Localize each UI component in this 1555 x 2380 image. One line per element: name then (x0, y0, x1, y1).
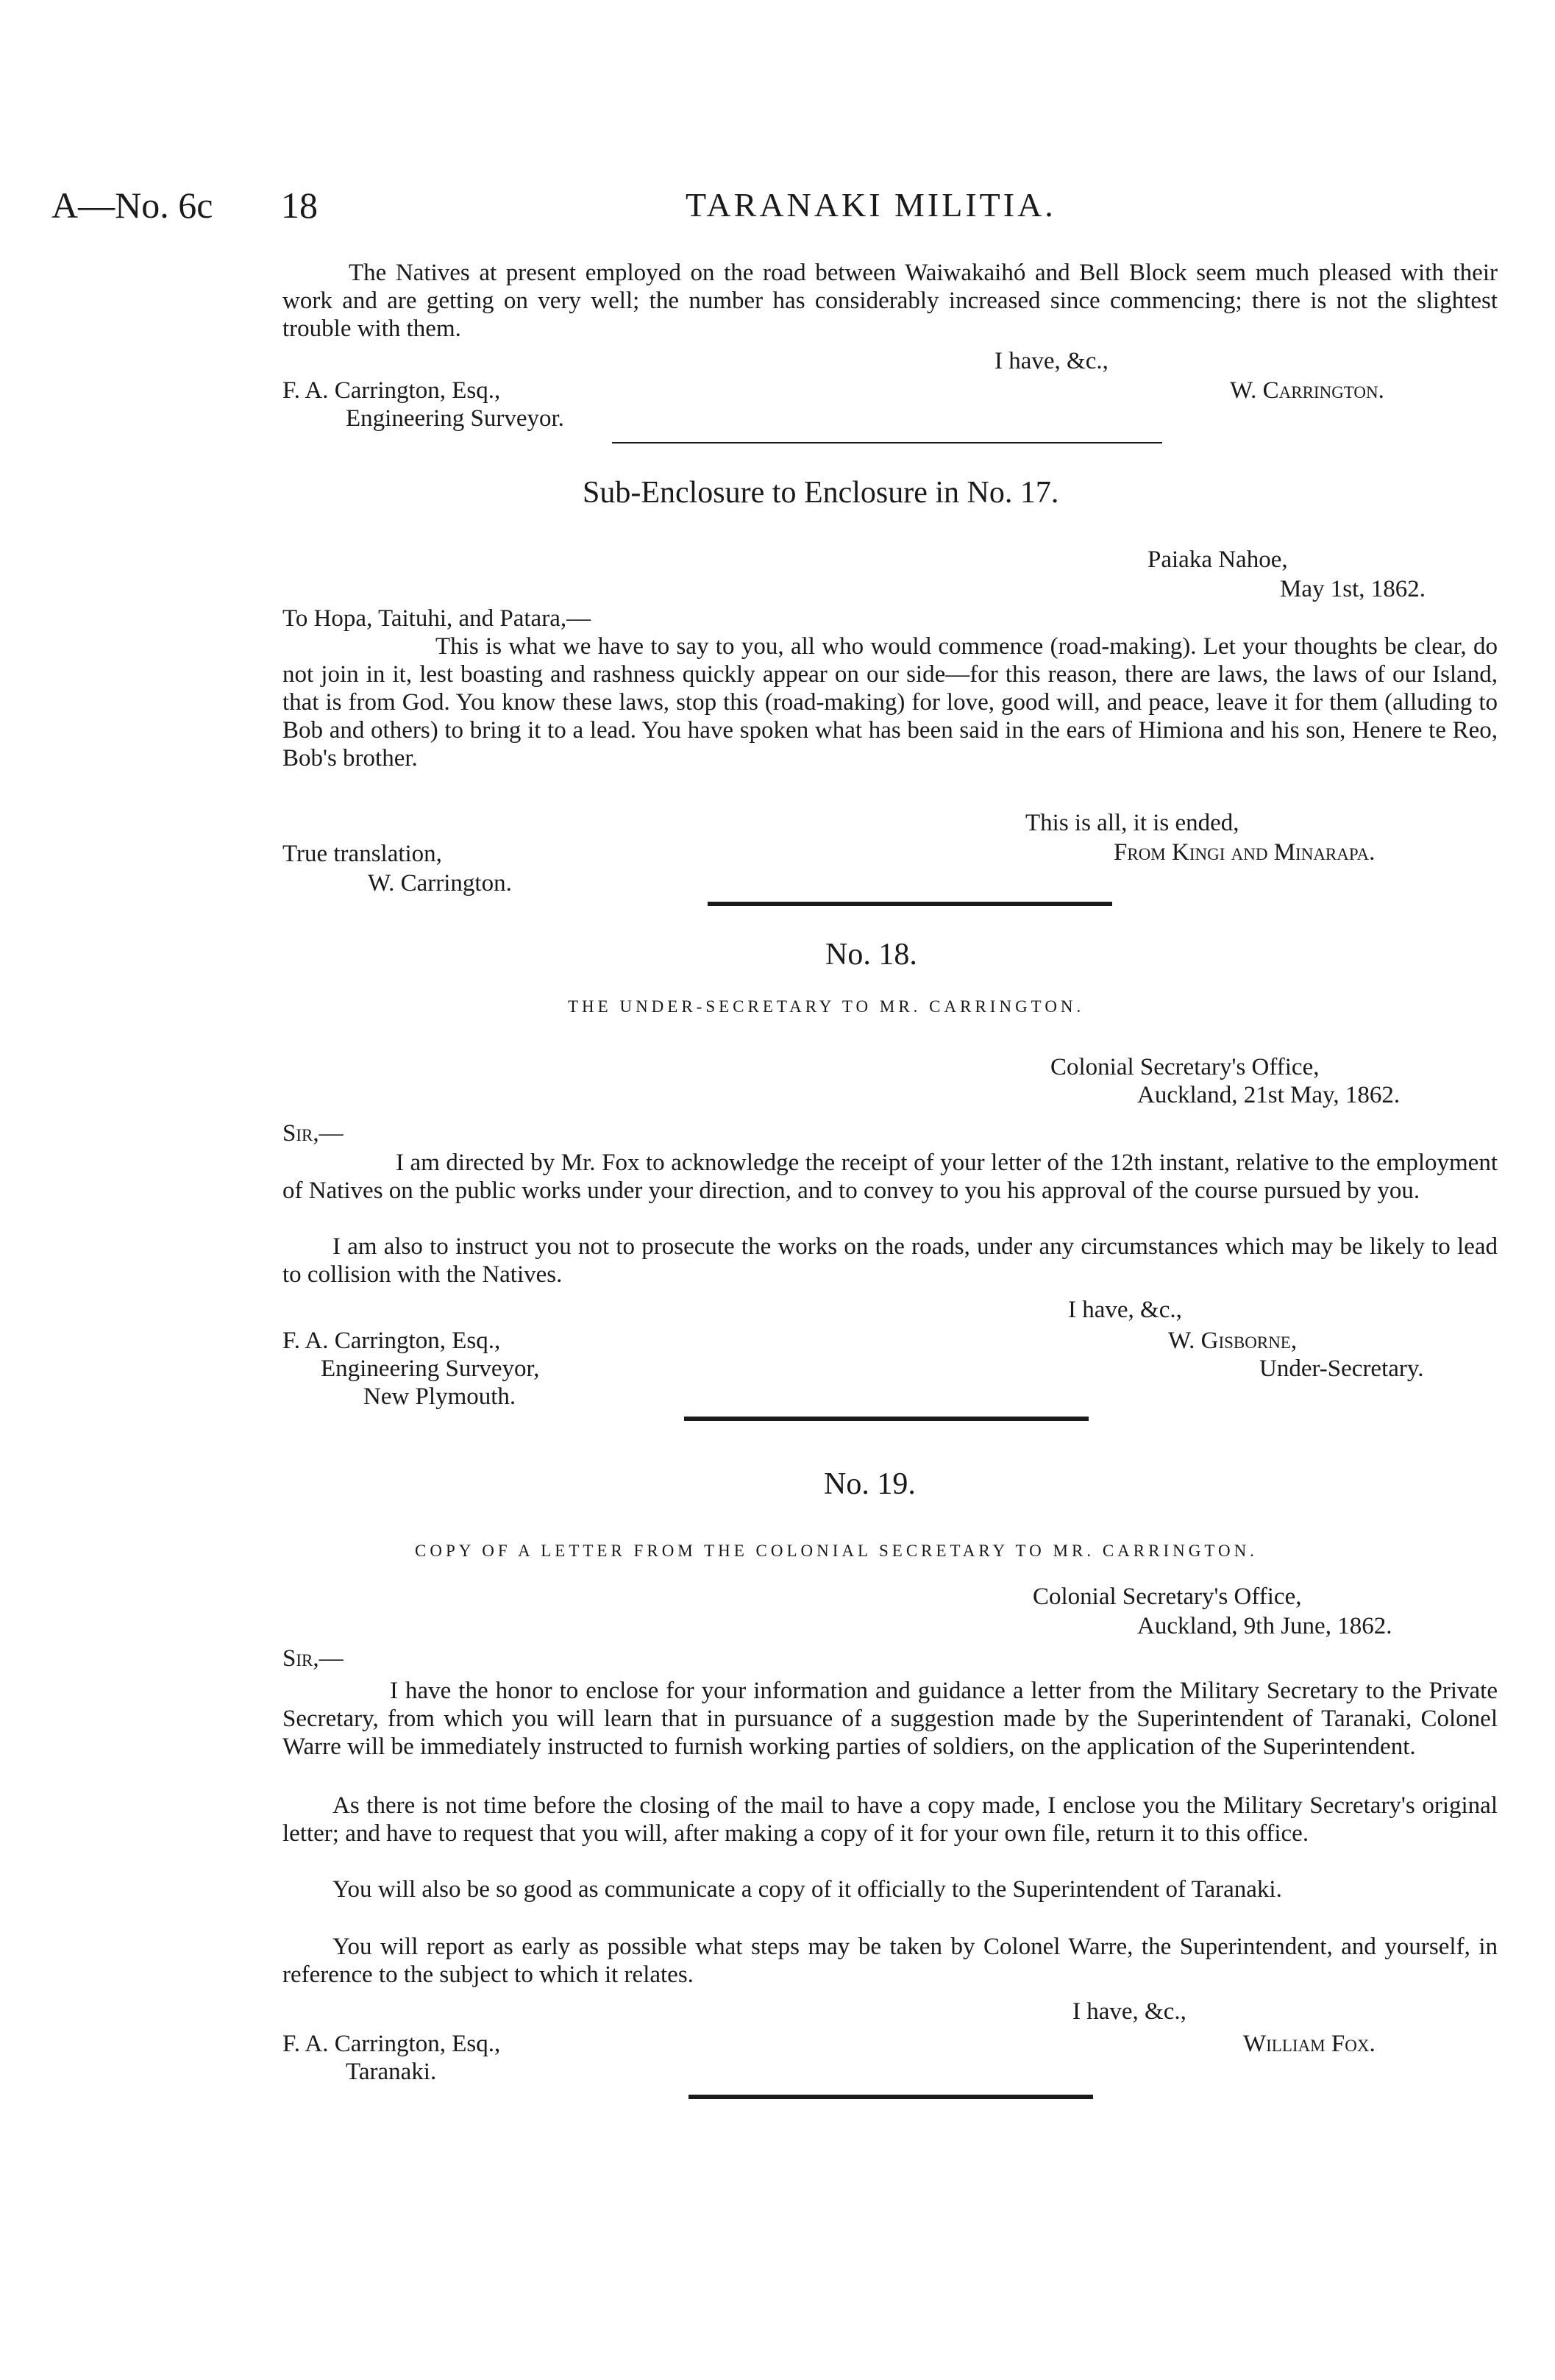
top-letter-addressee-title: Engineering Surveyor. (346, 405, 564, 432)
section-19-date: Auckland, 9th June, 1862. (1137, 1613, 1392, 1639)
sub-enclosure-place: Paiaka Nahoe, (1147, 546, 1288, 573)
top-letter-signature: W. Carrington. (1230, 377, 1384, 404)
section-18-subtitle: THE UNDER-SECRETARY TO MR. CARRINGTON. (568, 997, 1085, 1016)
section-18-date: Auckland, 21st May, 1862. (1137, 1082, 1401, 1108)
section-19-closing: I have, &c., (1072, 1998, 1186, 2025)
document-reference: A—No. 6c (51, 185, 213, 226)
section-19-addressee-place: Taranaki. (346, 2059, 437, 2085)
section-19-salutation: Sir,— (282, 1645, 344, 1672)
translation-label: True translation, (282, 841, 442, 867)
section-19-signature: William Fox. (1243, 2031, 1376, 2057)
section-18-addressee-place: New Plymouth. (363, 1383, 516, 1410)
top-letter-addressee-name: F. A. Carrington, Esq., (282, 377, 501, 404)
section-19-paragraph-1: I have the honor to enclose for your information and guidance a letter from the Military Secretary to the Private Secretary, from which you will learn that in pursuance of a suggestion made by the Superintendent of Taranaki, Colonel Warre will be immediately instructed to furnish working parties of soldiers, on the application of the Superintendent. (282, 1678, 1498, 1760)
section-18-signature: W. Gisborne, (1168, 1328, 1298, 1354)
sub-enclosure-heading: Sub-Enclosure to Enclosure in No. 17. (583, 476, 1059, 510)
section-18-salutation: Sir,— (282, 1120, 344, 1147)
section-19-addressee-name: F. A. Carrington, Esq., (282, 2031, 501, 2057)
sub-enclosure-paragraph: This is what we have to say to you, all who would commence (road-making). Let your thoughts be clear, do not join in it, lest boasting and rashness quickly appear on our side—for this reason, there are laws, the laws of our Island, that is from God. You know these laws, stop this (road-making) for love, good will, and peace, leave it for them (alluding to Bob and others) to bring it to a lead. You have spoken what has been said in the ears of Himiona and his son, Henere te Reo, Bob's brother. (282, 633, 1498, 772)
section-18-addressee-title: Engineering Surveyor, (321, 1355, 540, 1382)
translator-name: W. Carrington. (368, 870, 512, 897)
divider-rule (612, 442, 1162, 443)
section-19-paragraph-4: You will report as early as possible what steps may be taken by Colonel Warre, the Superintendent, and yourself, in reference to the subject to which it relates. (282, 1934, 1498, 1988)
section-18-paragraph-1: I am directed by Mr. Fox to acknowledge the receipt of your letter of the 12th instant, relative to the employment of Natives on the public works under your direction, and to convey to you his approval of the course pursued by you. (282, 1150, 1498, 1204)
section-number-19: No. 19. (824, 1467, 916, 1501)
section-18-closing: I have, &c., (1068, 1297, 1182, 1323)
sub-enclosure-from: From Kingi and Minarapa. (1114, 839, 1376, 866)
section-18-signature-title: Under-Secretary. (1259, 1355, 1424, 1382)
section-number-18: No. 18. (825, 938, 917, 972)
section-19-paragraph-2: As there is not time before the closing of the mail to have a copy made, I enclose you the Military Secretary's original letter; and have to request that you will, after making a copy of it for your own file, return it to this office. (282, 1792, 1498, 1847)
page-title: TARANAKI MILITIA. (686, 186, 1056, 224)
section-19-office: Colonial Secretary's Office, (1033, 1583, 1302, 1610)
section-rule (684, 1417, 1089, 1421)
section-19-paragraph-3: You will also be so good as communicate a copy of it officially to the Superintendent of Taranaki. (332, 1876, 1282, 1903)
top-letter-paragraph: The Natives at present employed on the road between Waiwakaihó and Bell Block seem much pleased with their work and are getting on very well; the number has considerably increased since commencing; there is not the slightest trouble with them. (282, 260, 1498, 342)
sub-enclosure-closing: This is all, it is ended, (1025, 810, 1239, 836)
top-letter-closing: I have, &c., (994, 348, 1109, 374)
section-18-office: Colonial Secretary's Office, (1050, 1054, 1320, 1080)
section-18-addressee-name: F. A. Carrington, Esq., (282, 1328, 501, 1354)
section-18-paragraph-2: I am also to instruct you not to prosecute the works on the roads, under any circumstances which may be likely to lead to collision with the Natives. (282, 1233, 1498, 1288)
page-number: 18 (281, 185, 318, 226)
sub-enclosure-date: May 1st, 1862. (1280, 576, 1426, 602)
section-rule (708, 902, 1112, 906)
section-rule (688, 2095, 1093, 2099)
sub-enclosure-salutation: To Hopa, Taituhi, and Patara,— (282, 605, 591, 632)
section-19-subtitle: COPY OF A LETTER FROM THE COLONIAL SECRETARY TO MR. CARRINGTON. (415, 1542, 1258, 1560)
